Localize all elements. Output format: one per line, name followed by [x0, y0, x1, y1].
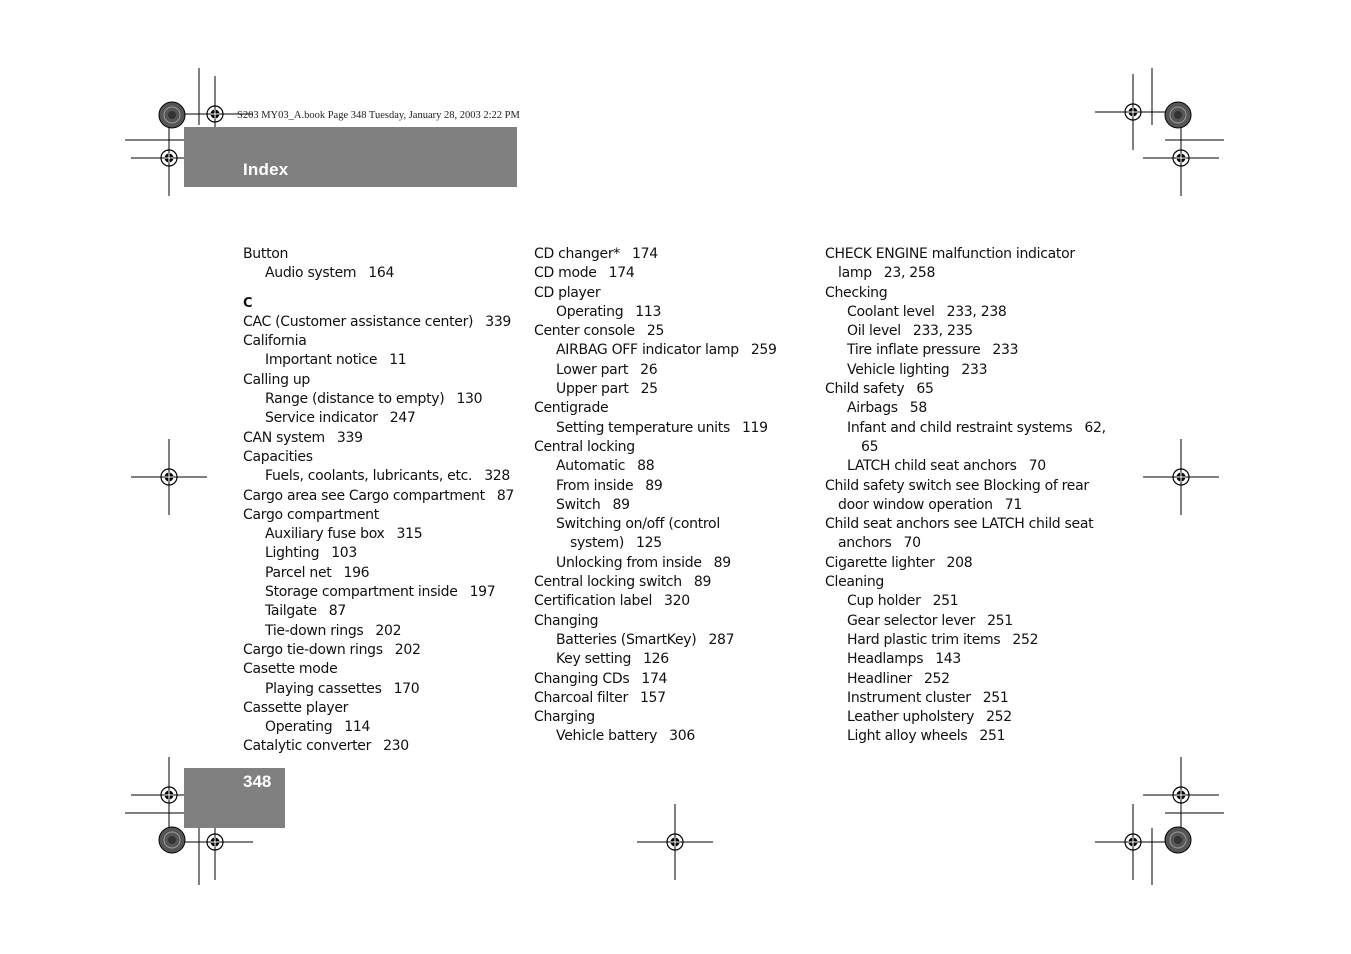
index-entry: [243, 245, 523, 264]
index-entry: [825, 341, 1105, 360]
index-entry: [243, 409, 523, 428]
index-entry: [825, 264, 1105, 283]
index-entry-pages: 233, 235: [912, 323, 973, 340]
index-entry: [243, 525, 523, 544]
index-entry-text: Catalytic converter: [243, 738, 372, 755]
index-entry-pages: 65: [916, 381, 934, 398]
index-entry: [243, 264, 523, 283]
index-entry-text: Tie-down rings: [265, 622, 364, 639]
index-entry: [825, 419, 1105, 438]
index-entry-text: Operating: [265, 719, 333, 736]
index-entry: [243, 544, 523, 563]
index-entry-text: Parcel net: [265, 564, 332, 581]
page-number: 348: [243, 772, 272, 791]
index-entry: [534, 554, 814, 573]
index-entry-text: Unlocking from inside: [556, 554, 702, 571]
print-header: S203 MY03_A.book Page 348 Tuesday, January 28, 2003 2:22 PM: [237, 110, 520, 121]
index-entry-pages: 87: [496, 487, 515, 504]
index-entry: [534, 399, 814, 418]
index-entry-pages: 306: [669, 728, 695, 745]
index-entry: [825, 670, 1105, 689]
index-entry-pages: 58: [909, 400, 927, 417]
index-entry-text: Child safety: [825, 381, 905, 398]
index-entry-text: Tailgate: [265, 603, 317, 620]
index-entry-pages: 25: [640, 381, 658, 398]
index-entry: [825, 592, 1105, 611]
index-entry: [243, 699, 523, 718]
index-entry-pages: 89: [645, 477, 663, 494]
index-entry-text: Playing cassettes: [265, 680, 382, 697]
index-entry-text: Charging: [534, 709, 595, 726]
index-entry-pages: 196: [343, 564, 370, 581]
index-entry-pages: 113: [635, 303, 662, 320]
registration-mark-icon: [1143, 757, 1219, 833]
index-entry: [534, 361, 814, 380]
index-entry-text: Upper part: [556, 381, 629, 398]
index-entry-text: Central locking: [534, 438, 635, 455]
index-entry: [534, 727, 814, 746]
index-entry-text: Important notice: [265, 352, 378, 369]
index-entry: [243, 506, 523, 525]
index-entry: [243, 680, 523, 699]
index-entry-text: lamp: [838, 265, 872, 282]
index-entry-text: California: [243, 333, 307, 350]
index-column-3: [825, 245, 1105, 747]
index-entry-pages: 174: [641, 670, 668, 687]
index-entry: [534, 573, 814, 592]
index-entry-text: Child seat anchors see LATCH child seat: [825, 516, 1094, 533]
index-entry-pages: 230: [383, 738, 409, 755]
index-entry-pages: 25: [646, 323, 665, 340]
index-entry-text: Gear selector lever: [847, 612, 976, 629]
index-entry: [825, 727, 1105, 746]
index-entry-text: Leather upholstery: [847, 709, 975, 726]
index-entry-pages: 251: [982, 689, 1009, 706]
index-entry: [825, 554, 1105, 573]
index-entry: [534, 264, 814, 283]
index-entry-text: LATCH child seat anchors: [847, 458, 1017, 475]
index-entry: [243, 622, 523, 641]
index-entry-text: Automatic: [556, 458, 626, 475]
index-entry-text: Cassette player: [243, 699, 349, 716]
index-entry-text: Casette mode: [243, 661, 338, 678]
index-entry-pages: 143: [935, 651, 962, 668]
index-entry-text: Centigrade: [534, 400, 609, 417]
index-entry-pages: 202: [375, 622, 402, 639]
index-entry-text: Headlamps: [847, 651, 924, 668]
index-entry-pages: 70: [903, 535, 921, 552]
index-entry-pages: 251: [979, 728, 1006, 745]
index-entry-text: Vehicle battery: [556, 728, 658, 745]
index-entry-text: Charcoal filter: [534, 689, 628, 706]
section-title: Index: [243, 160, 289, 179]
index-entry-text: Batteries (SmartKey): [556, 631, 697, 648]
index-entry: [534, 592, 814, 611]
index-entry: [534, 303, 814, 322]
index-entry: [534, 612, 814, 631]
registration-mark-icon: [1095, 74, 1171, 150]
index-entry-text: Checking: [825, 284, 888, 301]
index-entry: [825, 631, 1105, 650]
index-entry-pages: 125: [635, 535, 662, 552]
registration-mark-icon: [131, 439, 207, 515]
index-entry-text: Key setting: [556, 651, 632, 668]
index-entry-pages: 287: [708, 631, 735, 648]
index-entry-text: Hard plastic trim items: [847, 631, 1001, 648]
index-entry: [534, 689, 814, 708]
index-entry: [825, 380, 1105, 399]
index-entry-text: Center console: [534, 323, 635, 340]
index-entry: [243, 641, 523, 660]
index-entry: [243, 602, 523, 621]
index-entry-pages: 251: [932, 593, 959, 610]
index-entry: [534, 284, 814, 303]
index-entry: [825, 438, 1105, 457]
index-entry: [534, 670, 814, 689]
index-entry-pages: 252: [923, 670, 950, 687]
index-entry-pages: 11: [389, 352, 407, 369]
index-entry: [825, 284, 1105, 303]
index-entry-pages: 174: [608, 265, 635, 282]
index-column-2: [534, 245, 814, 747]
index-entry-text: Headliner: [847, 670, 912, 687]
index-entry: [825, 245, 1105, 264]
index-entry-pages: 174: [631, 246, 658, 262]
index-entry-pages: 126: [643, 651, 669, 668]
index-entry-text: CAC (Customer assistance center): [243, 313, 474, 330]
index-entry: [825, 303, 1105, 322]
index-entry-text: Child safety switch see Blocking of rear: [825, 477, 1089, 494]
index-entry-text: Setting temperature units: [556, 419, 730, 436]
index-entry-pages: 23, 258: [883, 265, 936, 282]
index-letter-heading: [243, 294, 523, 313]
index-entry: [243, 448, 523, 467]
index-entry-pages: 71: [1004, 496, 1022, 513]
index-entry-text: Cargo area see Cargo compartment: [243, 487, 485, 504]
index-entry: [243, 583, 523, 602]
page-number-box: [184, 768, 285, 828]
index-entry-text: Cigarette lighter: [825, 554, 935, 571]
index-entry-text: C: [243, 295, 253, 311]
index-entry: [534, 708, 814, 727]
index-entry: [534, 496, 814, 515]
index-entry-pages: 89: [693, 574, 712, 591]
index-entry-pages: 114: [344, 719, 371, 736]
index-entry: [243, 351, 523, 370]
index-entry: [534, 438, 814, 457]
index-entry-pages: 164: [368, 265, 395, 282]
index-entry-pages: 157: [639, 689, 666, 706]
index-entry-pages: 233: [992, 342, 1019, 359]
index-entry-text: CD changer*: [534, 246, 620, 262]
index-entry-text: Service indicator: [265, 410, 378, 427]
index-entry-pages: 339: [336, 429, 363, 446]
index-entry-pages: 339: [485, 313, 512, 330]
index-entry-text: Operating: [556, 303, 624, 320]
index-entry: [534, 419, 814, 438]
registration-mark-icon: [637, 804, 713, 880]
index-entry-text: Oil level: [847, 323, 901, 340]
index-entry: [534, 477, 814, 496]
index-entry-text: Tire inflate pressure: [847, 342, 981, 359]
index-entry: [534, 245, 814, 264]
index-entry-text: CD mode: [534, 265, 597, 282]
index-entry: [825, 361, 1105, 380]
index-entry: [534, 380, 814, 399]
index-entry: [534, 650, 814, 669]
index-entry-text: Cleaning: [825, 574, 884, 591]
index-entry: [243, 390, 523, 409]
index-entry-text: Cup holder: [847, 593, 921, 610]
color-target-icon: [1165, 827, 1191, 853]
index-entry: [243, 313, 523, 332]
index-entry-text: Capacities: [243, 448, 313, 465]
index-entry: [825, 457, 1105, 476]
index-entry-text: Range (distance to empty): [265, 391, 445, 408]
index-entry: [243, 660, 523, 679]
index-entry-pages: 70: [1028, 458, 1046, 475]
index-entry-text: CD player: [534, 284, 601, 301]
index-entry-pages: 88: [637, 458, 655, 475]
index-entry-pages: 62,: [1084, 419, 1106, 436]
index-entry: [825, 612, 1105, 631]
index-entry-text: Storage compartment inside: [265, 584, 458, 601]
index-entry: [825, 534, 1105, 553]
index-entry: [243, 718, 523, 737]
index-entry-text: Audio system: [265, 265, 357, 282]
index-entry: [243, 487, 523, 506]
index-entry-text: Infant and child restraint systems: [847, 419, 1073, 436]
index-entry-text: From inside: [556, 477, 634, 494]
index-column-1: [243, 245, 523, 757]
index-entry: [243, 564, 523, 583]
index-entry: [825, 477, 1105, 496]
index-entry-text: Cargo compartment: [243, 506, 379, 523]
index-entry-pages: 252: [986, 709, 1012, 726]
index-entry-text: Auxiliary fuse box: [265, 526, 385, 543]
index-entry-text: Changing: [534, 612, 599, 629]
index-entry: [825, 399, 1105, 418]
index-entry-text: Cargo tie-down rings: [243, 641, 383, 658]
index-entry-pages: 26: [640, 361, 658, 378]
index-entry-text: Coolant level: [847, 303, 935, 320]
index-entry-pages: 259: [750, 342, 777, 359]
index-entry: [825, 322, 1105, 341]
registration-mark-icon: [1143, 439, 1219, 515]
index-entry-pages: 119: [741, 419, 768, 436]
index-entry: [534, 534, 814, 553]
index-entry-text: anchors: [838, 535, 892, 552]
index-entry-text: Light alloy wheels: [847, 728, 968, 745]
index-entry-text: Switching on/off (control: [556, 516, 720, 533]
index-entry-pages: 89: [713, 554, 731, 571]
index-entry-pages: 315: [396, 526, 423, 543]
index-entry: [825, 496, 1105, 515]
index-entry: [243, 737, 523, 756]
index-entry: [243, 332, 523, 351]
index-entry-pages: 89: [612, 496, 630, 513]
index-entry-pages: 252: [1012, 631, 1039, 648]
index-entry-pages: 247: [389, 410, 416, 427]
index-entry-pages: 320: [664, 593, 690, 610]
index-entry: [534, 515, 814, 534]
index-entry-text: Switch: [556, 496, 601, 513]
section-tab: [184, 127, 517, 187]
index-entry-text: CHECK ENGINE malfunction indicator: [825, 246, 1075, 262]
color-target-icon: [1165, 102, 1191, 128]
index-entry-text: Changing CDs: [534, 670, 630, 687]
index-entry: [534, 341, 814, 360]
index-entry-pages: 170: [393, 680, 420, 697]
index-entry-text: Certification label: [534, 593, 653, 610]
index-entry: [825, 689, 1105, 708]
index-entry-text: Lower part: [556, 361, 629, 378]
index-entry: [825, 573, 1105, 592]
index-entry-text: Fuels, coolants, lubricants, etc.: [265, 468, 473, 485]
index-entry: [243, 467, 523, 486]
index-entry-pages: 328: [484, 468, 511, 485]
index-entry: [534, 457, 814, 476]
index-entry-pages: 130: [456, 391, 483, 408]
index-entry-text: Button: [243, 246, 289, 262]
index-entry-text: Airbags: [847, 400, 898, 417]
index-entry-pages: 87: [328, 603, 346, 620]
index-entry-pages: 202: [394, 641, 421, 658]
index-entry-pages: 103: [331, 545, 358, 562]
index-entry-text: CAN system: [243, 429, 325, 446]
index-entry-pages: 233: [961, 361, 988, 378]
index-entry: [534, 631, 814, 650]
index-entry-pages: 197: [469, 584, 496, 601]
registration-mark-icon: [1095, 804, 1171, 880]
index-entry-text: Calling up: [243, 371, 310, 388]
index-entry: [534, 322, 814, 341]
index-entry: [825, 515, 1105, 534]
color-target-icon: [159, 102, 185, 128]
index-entry-pages: 233, 238: [946, 303, 1007, 320]
index-entry-text: door window operation: [838, 496, 993, 513]
index-entry-text: system): [570, 535, 624, 552]
index-entry-pages: 251: [987, 612, 1013, 629]
index-entry: [825, 650, 1105, 669]
index-entry-pages: 208: [946, 554, 973, 571]
index-entry-text: Instrument cluster: [847, 689, 971, 706]
index-entry-text: AIRBAG OFF indicator lamp: [556, 342, 739, 359]
registration-mark-icon: [1143, 120, 1219, 196]
color-target-icon: [159, 827, 185, 853]
index-entry-text: Vehicle lighting: [847, 361, 950, 378]
index-entry-text: Lighting: [265, 545, 320, 562]
index-entry-text: Central locking switch: [534, 574, 682, 591]
index-entry: [825, 708, 1105, 727]
index-entry-text: 65: [861, 438, 879, 455]
index-entry: [243, 371, 523, 390]
index-entry: [243, 429, 523, 448]
